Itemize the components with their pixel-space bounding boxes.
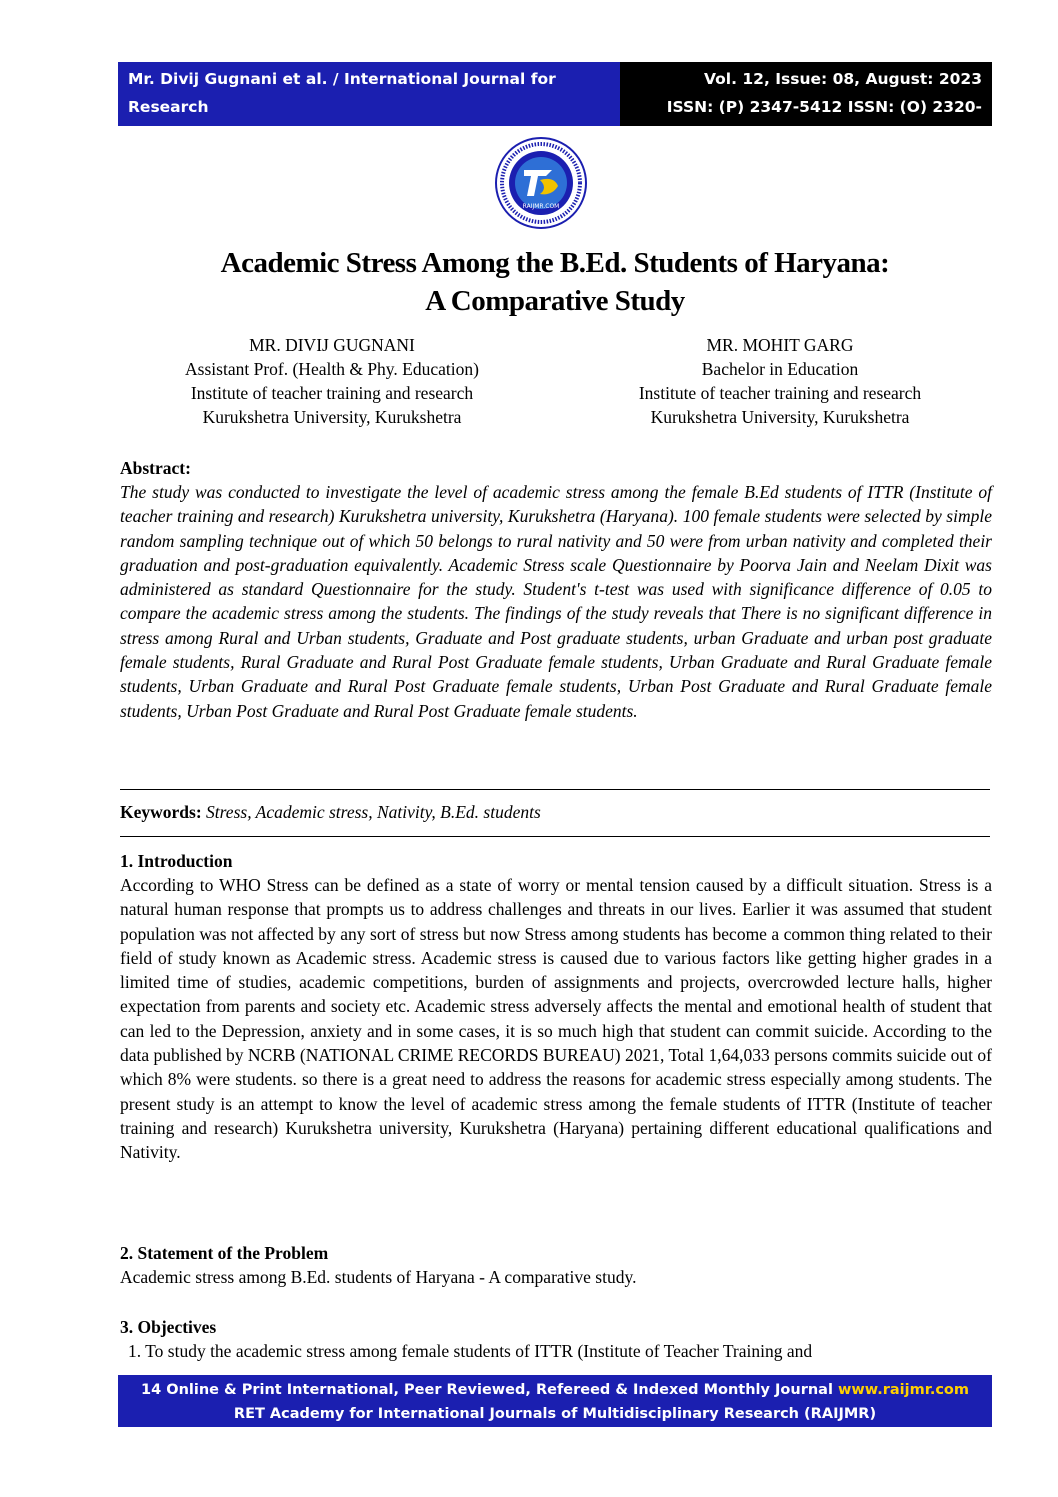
title-line2: A Comparative Study xyxy=(425,285,685,317)
header-right-line2: ISSN: (P) 2347-5412 ISSN: (O) 2320-091X xyxy=(666,98,982,144)
footer-line1: Online & Print International, Peer Reviewed, Refereed & Indexed Monthly Journal xyxy=(166,1382,833,1398)
objectives-text: 1. To study the academic stress among female students of ITTR (Institute of Teacher Training and xyxy=(128,1341,813,1361)
divider xyxy=(120,789,990,790)
header-left-line1: Mr. Divij Gugnani et al. / International Journal for Research xyxy=(128,70,556,116)
problem-text: Academic stress among B.Ed. students of Haryana - A comparative study. xyxy=(120,1267,637,1287)
header-citation xyxy=(118,62,620,144)
keywords-text: Stress, Academic stress, Nativity, B.Ed. students xyxy=(206,802,541,822)
objectives-heading: 3. Objectives xyxy=(120,1317,217,1337)
author-role: Assistant Prof. (Health & Phy. Education) xyxy=(185,359,479,379)
introduction-text: According to WHO Stress can be defined as a state of worry or mental tension caused by a difficult situation. Stress is a natural human response that prompts us to address challenges and threats in our lives. Earlier it was assumed that student population was not affected by any sort of stress but now Stress among students has become a common thing related to their field of study known as Academic stress. Academic stress is caused due to various factors like getting higher grades in a limited time of studies, academic competitions, burden of assignments and projects, overcrowded lecture halls, higher expectation from parents and society etc. Academic stress adversely affects the mental and emotional health of student that can led to the Depression, anxiety and in some cases, it is so much high that student can commit suicide. According to the data published by NCRB (NATIONAL CRIME RECORDS BUREAU) 2021, Total 1,64,033 persons commits suicide out of which 8% were students. so there is a great need to address the reasons for academic stress especially among students. The present study is an attempt to know the level of academic stress among the female students of ITTR (Institute of teacher training and research) Kurukshetra university, Kurukshetra (Haryana) pertaining different educational qualifications and Nativity. xyxy=(120,875,992,1163)
journal-footer xyxy=(118,1375,992,1427)
journal-header xyxy=(118,62,992,144)
footer-line2: RET Academy for International Journals of Multidisciplinary Research (RAIJMR) xyxy=(233,1406,877,1422)
paper-title xyxy=(118,244,992,320)
raijmr-logo-icon xyxy=(494,136,588,230)
title-line1: Academic Stress Among the B.Ed. Students of Haryana: xyxy=(220,247,890,279)
keywords xyxy=(120,800,992,824)
header-left-line2: in Education (IJRE) (I.F. 6.003) xyxy=(128,126,390,144)
author-institute: Institute of teacher training and research xyxy=(190,383,474,403)
author-university: Kurukshetra University, Kurukshetra xyxy=(650,407,910,427)
author-block-2 xyxy=(570,333,990,429)
author-institute: Institute of teacher training and research xyxy=(638,383,922,403)
footer-url-link[interactable]: www.raijmr.com xyxy=(837,1382,969,1398)
abstract-text: The study was conducted to investigate the level of academic stress among the female B.Ed students of ITTR (Institute of teacher training and research) Kurukshetra university, Kurukshetra (Haryana). 100 female students were selected by simple random sampling technique out of which 50 belongs to rural nativity and 50 were from urban nativity and completed their graduation and post-graduation equivalently. Academic Stress scale Questionnaire by Poorva Jain and Neelam Dixit was administered as standard Questionnaire for the study. Student's t-test was used with significance difference of 0.05 to compare the academic stress among the students. The findings of the study reveals that There is no significant difference in stress among Rural and Urban students, Graduate and Post graduate students, urban Graduate and urban post graduate female students, Rural Graduate and Rural Post Graduate female students, Urban Graduate and Rural Graduate female students, Urban Graduate and Rural Post Graduate female students, Urban Post Graduate and Rural Graduate female students, Urban Post Graduate and Rural Post Graduate female students. xyxy=(120,482,992,721)
author-block-1 xyxy=(122,333,542,429)
author-name: MR. DIVIJ GUGNANI xyxy=(249,335,415,355)
page-number: 14 xyxy=(141,1382,162,1398)
keywords-label: Keywords: xyxy=(120,802,202,822)
logo-site-text: RAIJMR.COM xyxy=(522,203,560,210)
problem-heading: 2. Statement of the Problem xyxy=(120,1243,329,1263)
author-role: Bachelor in Education xyxy=(701,359,859,379)
header-right-line1: Vol. 12, Issue: 08, August: 2023 xyxy=(704,70,982,88)
introduction-heading: 1. Introduction xyxy=(120,851,233,871)
author-university: Kurukshetra University, Kurukshetra xyxy=(202,407,462,427)
header-issue-info xyxy=(620,62,992,144)
author-name: MR. MOHIT GARG xyxy=(706,335,854,355)
divider xyxy=(120,836,990,837)
abstract-heading: Abstract: xyxy=(120,458,191,478)
